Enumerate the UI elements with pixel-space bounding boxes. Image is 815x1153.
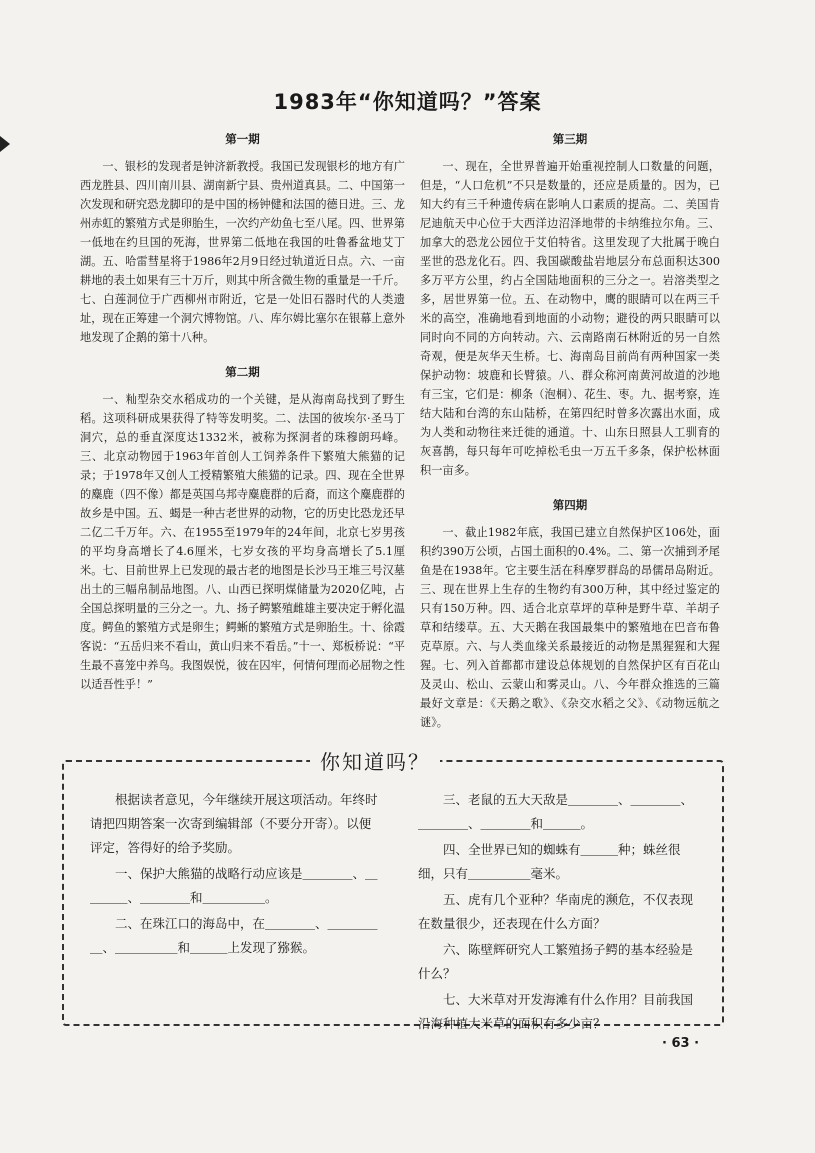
section-3-heading: 第三期 [552, 132, 588, 146]
section-2-heading: 第二期 [225, 365, 260, 379]
section-1-body: 一、银杉的发现者是钟济新教授。我国已发现银杉的地方有广西龙胜县、四川南川县、湖南新宁县、贵州道真县。二、中国第一次发现和研究恐龙脚印的是中国的杨钟健和法国的德日进。三、龙州赤虹的繁殖方式是卵胎生，一次约产幼鱼七至八尾。四、世界第一低地在约旦国的死海，世界第二低地在我国的吐鲁番盆地艾丁湖。五、哈雷彗星将于1986年2月9日经过轨道近日点。六、一亩耕地的表土如果有三十万斤，则其中所含微生物的重量是一千斤。七、白莲洞位于广西柳州市附近，它是一处旧石器时代的人类遗址，现在正筹建一个洞穴博物馆。八、库尔姆比塞尔在银幕上意外地发现了企鹅的第十八种。 [80, 160, 405, 344]
quiz-right-column [418, 788, 703, 1038]
section-3-body: 一、现在，全世界普遍开始重视控制人口数量的问题，但是，“人口危机”不只是数量的，还应是质量的。因为，已知大约有三千种遗传病在影响人口素质的提高。二、美国肯尼迪航天中心位于大西洋边沼泽地带的卡纳维拉尔角。三、加拿大的恐龙公园位于艾伯特省。这里发现了大批属于晚白垩世的恐龙化石。四、我国碳酸盐岩地层分布总面积达300多万平方公里，约占全国陆地面积的三分之一。岩溶类型之多，居世界第一位。五、在动物中，鹰的眼睛可以在两三千米的高空，准确地看到地面的小动物；避役的两只眼睛可以同时向不同的方向转动。六、云南路南石林附近的另一自然奇观，便是灰华天生桥。七、海南岛目前尚有两种国家一类保护动物：坡鹿和长臂猿。八、群众称河南黄河故道的沙地有三宝，它们是：柳条（泡桐）、花生、枣。九、据考察，连结大陆和台湾的东山陆桥，在第四纪时曾多次露出水面，成为人类和动物往来迁徙的通道。十、山东日照县人工驯育的灰喜鹊，每只每年可吃掉松毛虫一万五千多条，保护松林面积一亩多。 [420, 160, 720, 477]
section-2-body: 一、籼型杂交水稻成功的一个关键，是从海南岛找到了野生稻。这项科研成果获得了特等发明奖。二、法国的彼埃尔·圣马丁洞穴，总的垂直深度达1332米，被称为探洞者的珠穆朗玛峰。三、北京动物园于1963年首创人工饲养条件下繁殖大熊猫的记录；于1978年又创人工授精繁殖大熊猫的记录。四、现在全世界的麋鹿（四不像）都是英国乌邦寺麋鹿群的后裔，而这个麋鹿群的故乡是中国。五、蝎是一种古老世界的动物，它的历史比恐龙还早二亿二千万年。六、在1955至1979年的24年间，北京七岁男孩的平均身高增长了4.6厘米，七岁女孩的平均身高增长了5.1厘米。七、目前世界上已发现的最古老的地图是长沙马王堆三号汉墓出土的三幅帛制品地图。八、山西已探明煤储量为2020亿吨，占全国总探明量的三分之一。九、扬子鳄繁殖雌雄主要决定于孵化温度。鳄鱼的繁殖方式是卵生；鳄蜥的繁殖方式是卵胎生。十、徐霞客说：“五岳归来不看山，黄山归来不看岳。”十一、郑板桥说：“平生最不喜笼中养鸟。我图娱悦，彼在囚牢，何情何理而必屈物之性以适吾性乎！” [80, 393, 405, 691]
page-title: 1983年“你知道吗？”答案 [273, 90, 542, 114]
quiz-question-7: 七、大米草对开发海滩有什么作用？目前我国沿海种植大米草的面积有多少亩？ [418, 992, 694, 1031]
margin-arrow-icon [0, 136, 10, 152]
section-4-heading: 第四期 [552, 498, 588, 512]
quiz-question-4: 四、全世界已知的蜘蛛有＿＿＿种；蛛丝很细，只有＿＿＿＿＿毫米。 [418, 842, 681, 881]
quiz-intro: 根据读者意见，今年继续开展这项活动。年终时请把四期答案一次寄到编辑部（不要分开寄）。以便评定，答得好的给予奖励。 [90, 792, 378, 855]
quiz-question-3: 三、老鼠的五大天敌是＿＿＿＿、＿＿＿＿、＿＿＿＿、＿＿＿＿和＿＿＿。 [418, 792, 694, 831]
page-number: · 63 · [662, 1036, 700, 1051]
left-column [80, 130, 405, 694]
section-1-heading: 第一期 [225, 132, 260, 146]
quiz-title: 你知道吗？ [310, 746, 440, 775]
section-4-body: 一、截止1982年底，我国已建立自然保护区106处，面积约390万公顷，占国土面积的0.4%。二、第一次捕到矛尾鱼是在1938年。它主要生活在科摩罗群岛的昂儒昂岛附近。三、现在世界上生存的生物约有300万种，其中经过鉴定的只有150万种。四、适合北京草坪的草种是野牛草、羊胡子草和结缕草。五、大天鹅在我国最集中的繁殖地在巴音布鲁克草原。六、与人类血缘关系最接近的动物是黑猩猩和大猩猩。七、列入首都都市建设总体规划的自然保护区有百花山及灵山、松山、云蒙山和雾灵山。八、今年群众推选的三篇最好文章是：《天鹅之歌》、《杂交水稻之父》、《动物远航之谜》。 [420, 526, 720, 729]
quiz-question-5: 五、虎有几个亚种？华南虎的濒危，不仅表现在数量很少，还表现在什么方面？ [418, 892, 694, 931]
quiz-question-6: 六、陈壁辉研究人工繁殖扬子鳄的基本经验是什么？ [418, 942, 694, 981]
right-column [420, 130, 720, 732]
quiz-question-1: 一、保护大熊猫的战略行动应该是＿＿＿＿、＿＿＿＿、＿＿＿＿和＿＿＿＿＿。 [90, 866, 378, 905]
quiz-left-column [90, 788, 380, 962]
quiz-question-2: 二、在珠江口的海岛中，在＿＿＿＿、＿＿＿＿＿、＿＿＿＿＿和＿＿＿上发现了猕猴。 [90, 916, 378, 955]
